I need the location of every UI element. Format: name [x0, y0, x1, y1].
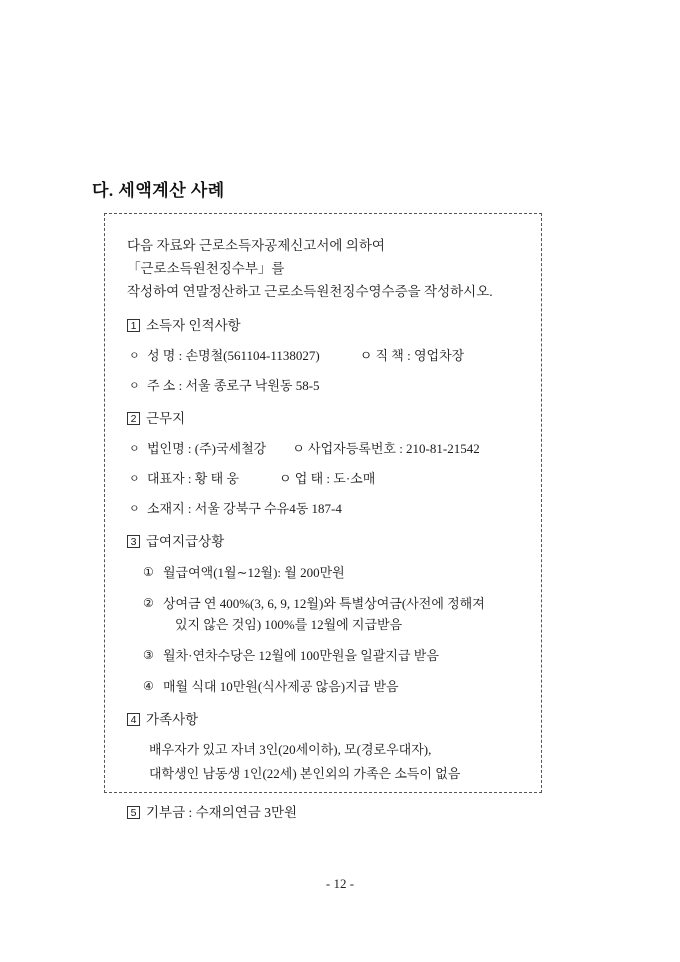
item-2-title: 근무지	[146, 411, 186, 426]
item-2-line-2-text: 대표자 : 황 태 웅	[147, 471, 239, 486]
item-4-line-2: 대학생인 남동생 1인(22세) 본인외의 가족은 소득이 없음	[149, 766, 461, 781]
item-number-badge: 5	[127, 806, 140, 819]
item-5	[127, 803, 519, 823]
item-2-line-2	[127, 469, 519, 489]
item-1-line-1-text: 성 명 : 손명철(561104-1138027)	[147, 348, 320, 363]
bullet-icon: ㅇ	[129, 443, 140, 455]
circled-number-icon: ③	[143, 648, 154, 662]
intro-quoted-term: 「근로소득원천징수부」	[127, 261, 272, 276]
item-5-title: 기부금 : 수재의연금 3만원	[146, 805, 298, 820]
item-2-line-1-text2: ㅇ 사업자등록번호 : 210-81-21542	[292, 441, 480, 456]
item-4-head	[127, 710, 519, 730]
item-3-head	[127, 532, 519, 552]
intro-line2: 작성하여 연말정산하고 근로소득원천징수영수증을 작성하시오.	[127, 284, 493, 299]
item-1-line-2-text: 주 소 : 서울 종로구 낙원동 58-5	[147, 378, 320, 393]
item-2-head	[127, 409, 519, 429]
item-1-line-2	[127, 376, 519, 396]
item-3	[127, 532, 519, 697]
bullet-icon: ㅇ	[129, 503, 140, 515]
item-3-title: 급여지급상황	[146, 534, 225, 549]
item-5-head	[127, 803, 519, 823]
bullet-icon: ㅇ	[129, 473, 140, 485]
intro-line1-post: 를	[271, 261, 285, 276]
item-3-sub-1	[127, 562, 519, 583]
circled-number-icon: ②	[143, 596, 154, 610]
item-3-sub-2-text: 상여금 연 400%(3, 6, 9, 12월)와 특별상여금(사전에 정해져	[163, 596, 485, 611]
item-3-sub-3-text: 월차·연차수당은 12월에 100만원을 일괄지급 받음	[163, 648, 439, 663]
item-3-sub-3	[127, 645, 519, 666]
circled-number-icon: ①	[143, 565, 154, 579]
item-4-title: 가족사항	[146, 712, 199, 727]
item-number-badge: 1	[127, 319, 140, 332]
item-number-badge: 3	[127, 535, 140, 548]
item-3-sub-4	[127, 676, 519, 697]
item-number-badge: 2	[127, 412, 140, 425]
item-3-sub-4-text: 매월 식대 10만원(식사제공 않음)지급 받음	[163, 679, 399, 694]
item-3-sub-2	[127, 593, 519, 635]
item-number-badge: 4	[127, 713, 140, 726]
item-3-sub-2-cont: 있지 않은 것임) 100%를 12월에 지급받음	[175, 617, 403, 632]
item-2	[127, 409, 519, 519]
item-2-line-3-text: 소재지 : 서울 강북구 수유4동 187-4	[147, 501, 342, 516]
item-4	[127, 710, 519, 785]
item-1	[127, 316, 519, 396]
page-title: 다. 세액계산 사례	[92, 181, 225, 200]
item-1-line-1-text2: ㅇ 직 책 : 영업차장	[359, 348, 465, 363]
circled-number-icon: ④	[143, 679, 154, 693]
bullet-icon: ㅇ	[129, 350, 140, 362]
item-2-line-2-text2: ㅇ 업 태 : 도·소매	[278, 471, 376, 486]
item-3-sub-1-text: 월급여액(1월∼12월): 월 200만원	[163, 565, 345, 580]
item-2-line-3	[127, 499, 519, 519]
bullet-icon: ㅇ	[129, 380, 140, 392]
item-2-line-1-text: 법인명 : (주)국세철강	[147, 441, 267, 456]
item-1-title: 소득자 인적사항	[146, 318, 241, 333]
item-1-line-1	[127, 346, 519, 366]
intro-line1-pre: 다음 자료와 근로소득자공제신고서에 의하여	[127, 238, 385, 253]
item-4-line-1: 배우자가 있고 자녀 3인(20세이하), 모(경로우대자),	[149, 742, 432, 757]
intro-paragraph	[127, 234, 519, 303]
item-1-head	[127, 316, 519, 336]
page-number: - 12 -	[325, 876, 355, 891]
content-box	[104, 213, 542, 820]
item-2-line-1	[127, 439, 519, 459]
